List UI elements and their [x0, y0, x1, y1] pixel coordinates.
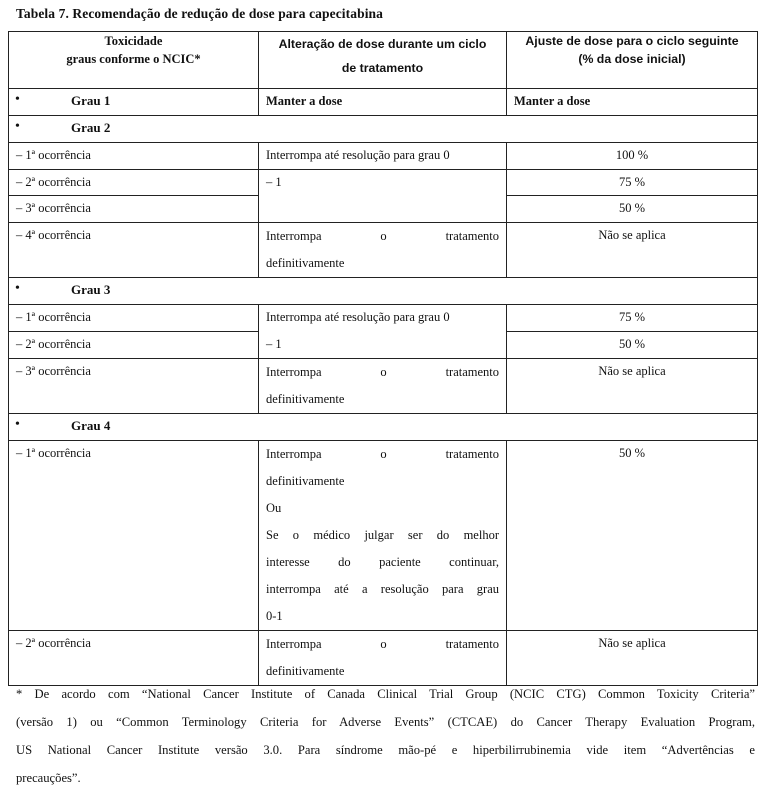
bullet-icon: • — [15, 92, 20, 107]
during-line: Interrompa o tratamento — [266, 447, 500, 461]
footnote-line: precauções”. — [16, 771, 81, 785]
during-line: 0-1 — [266, 609, 283, 623]
table-row — [9, 359, 758, 414]
table-row — [9, 441, 758, 631]
next-cycle-cell: 100 % — [507, 143, 758, 170]
grade-4-label: Grau 4 — [71, 418, 111, 433]
header-dose-change-line1: Alteração de dose durante um ciclo — [278, 37, 487, 51]
header-toxicity-line2: graus conforme o NCIC* — [66, 52, 201, 66]
footnote-line: US National Cancer Institute versão 3.0. Para síndrome mão-pé e hiperbilirrubinemia vide item “Advertências e — [16, 743, 755, 757]
grade-1-label: Grau 1 — [71, 93, 111, 108]
grade-2-label: Grau 2 — [71, 120, 111, 135]
grade-2-row — [9, 116, 758, 143]
during-cell: Interrompa até resolução para grau 0 — [259, 143, 507, 170]
occurrence-cell: – 3ª ocorrência — [9, 196, 259, 223]
next-cycle-cell: 50 % — [507, 441, 758, 631]
occurrence-cell: – 2ª ocorrência — [9, 332, 259, 359]
during-line: interesse do paciente continuar, — [266, 555, 499, 569]
during-line: definitivamente — [266, 664, 345, 678]
grade-4-row — [9, 414, 758, 441]
during-line: Ou — [266, 501, 282, 515]
grade-2-cell — [9, 116, 758, 143]
occurrence-cell: – 2ª ocorrência — [9, 631, 259, 686]
table-row — [9, 170, 758, 196]
during-line: definitivamente — [266, 392, 345, 406]
table-row — [9, 332, 758, 359]
header-toxicity-line1: Toxicidade — [104, 34, 163, 48]
grade-1-cell — [9, 89, 259, 116]
table-row — [9, 305, 758, 332]
table-row — [9, 143, 758, 170]
next-cycle-cell: Não se aplica — [507, 631, 758, 686]
header-dose-change — [259, 32, 507, 89]
header-next-cycle — [507, 32, 758, 89]
during-line: Se o médico julgar ser do melhor — [266, 528, 499, 542]
grade-4-cell — [9, 414, 758, 441]
during-line: Interrompa o tratamento — [266, 365, 500, 379]
dose-reduction-table — [8, 31, 758, 686]
during-cell: Interrompa até resolução para grau 0 — [259, 305, 507, 332]
occurrence-cell: – 1ª ocorrência — [9, 441, 259, 631]
header-next-cycle-line1: Ajuste de dose para o ciclo seguinte — [525, 34, 739, 48]
during-cell — [259, 631, 507, 686]
next-cycle-cell: Não se aplica — [507, 359, 758, 414]
grade-1-during: Manter a dose — [259, 89, 507, 116]
footnote-line: * De acordo com “National Cancer Institute of Canada Clinical Trial Group (NCIC CTG) Common Toxicity Criteria” — [16, 687, 755, 701]
occurrence-cell: – 2ª ocorrência — [9, 170, 259, 196]
next-cycle-cell: 75 % — [507, 305, 758, 332]
occurrence-cell: – 4ª ocorrência — [9, 223, 259, 278]
footnote-line: (versão 1) ou “Common Terminology Criteria for Adverse Events” (CTCAE) do Cancer Therapy Evaluation Program, — [16, 715, 755, 729]
grade-3-row — [9, 278, 758, 305]
during-line: Interrompa o tratamento — [266, 229, 500, 243]
header-toxicity — [9, 32, 259, 89]
table-title: Tabela 7. Recomendação de redução de dose para capecitabina — [16, 6, 384, 21]
during-line: definitivamente — [266, 256, 345, 270]
table-row — [9, 631, 758, 686]
bullet-icon: • — [15, 119, 20, 134]
during-line: interrompa até a resolução para grau — [266, 582, 499, 596]
occurrence-cell: – 1ª ocorrência — [9, 305, 259, 332]
grade-1-row — [9, 89, 758, 116]
next-cycle-cell: Não se aplica — [507, 223, 758, 278]
footnote — [16, 680, 755, 792]
next-cycle-cell: 75 % — [507, 170, 758, 196]
during-cell: – 1 — [259, 332, 507, 359]
during-cell — [259, 441, 507, 631]
next-cycle-cell: 50 % — [507, 196, 758, 223]
header-next-cycle-line2: (% da dose inicial) — [578, 52, 686, 66]
next-cycle-cell: 50 % — [507, 332, 758, 359]
during-cell — [259, 223, 507, 278]
during-cell — [259, 359, 507, 414]
grade-3-cell — [9, 278, 758, 305]
occurrence-cell: – 1ª ocorrência — [9, 143, 259, 170]
table-row — [9, 223, 758, 278]
bullet-icon: • — [15, 417, 20, 432]
bullet-icon: • — [15, 281, 20, 296]
table-header-row — [9, 32, 758, 89]
grade-3-label: Grau 3 — [71, 282, 111, 297]
grade-1-next: Manter a dose — [507, 89, 758, 116]
during-line: definitivamente — [266, 474, 345, 488]
during-line: Interrompa o tratamento — [266, 637, 500, 651]
occurrence-cell: – 3ª ocorrência — [9, 359, 259, 414]
header-dose-change-line2: de tratamento — [341, 61, 424, 75]
during-cell: – 1 — [259, 170, 507, 223]
